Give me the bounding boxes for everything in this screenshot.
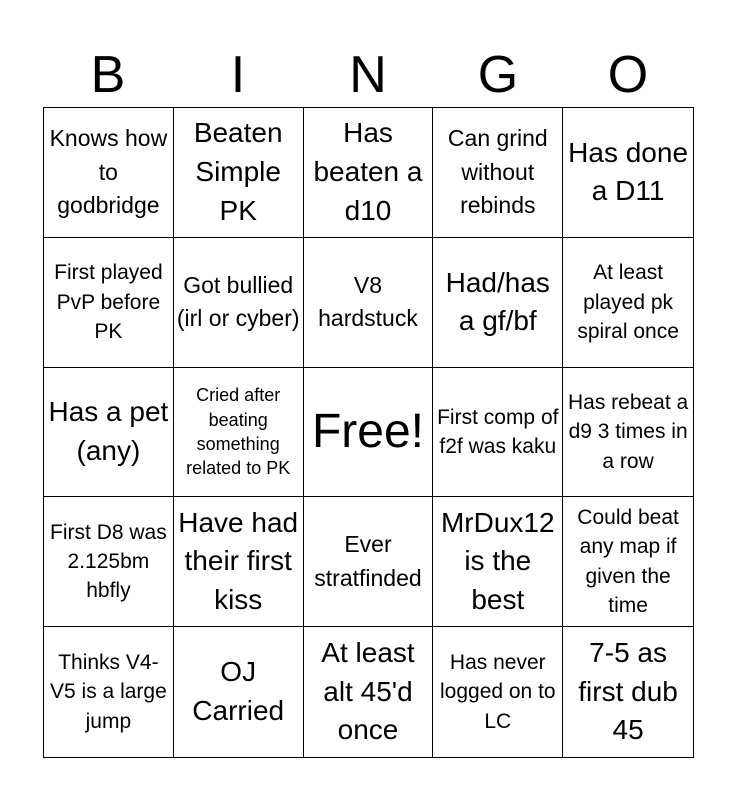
bingo-cell[interactable]: [304, 627, 434, 757]
cell-text: Has done a D11: [568, 136, 689, 207]
header-letter-o: O: [607, 46, 649, 104]
bingo-cell[interactable]: [174, 108, 304, 238]
bingo-cell[interactable]: [433, 108, 563, 238]
cell-text: Beaten Simple PK: [193, 117, 283, 226]
cell-text: Ever stratfinded: [314, 531, 422, 591]
free-space-cell[interactable]: [304, 368, 434, 498]
bingo-cell[interactable]: [433, 497, 563, 627]
cell-text: First played PvP before PK: [54, 261, 163, 343]
cell-text: Has rebeat a d9 3 times in a row: [567, 390, 689, 473]
cell-text: OJ Carried: [192, 656, 285, 727]
cell-text: First comp of f2f was kaku: [437, 405, 559, 458]
cell-text: Can grind without rebinds: [447, 125, 548, 219]
bingo-cell[interactable]: [174, 368, 304, 498]
bingo-cell[interactable]: [44, 238, 174, 368]
bingo-cell[interactable]: [44, 497, 174, 627]
cell-text: MrDux12 is the best: [440, 506, 555, 616]
bingo-cell[interactable]: [304, 497, 434, 627]
bingo-cell[interactable]: [174, 497, 304, 627]
header-letter-i: I: [230, 46, 246, 104]
bingo-cell[interactable]: [563, 108, 693, 238]
bingo-cell[interactable]: [433, 368, 563, 498]
cell-text: 7-5 as first dub 45: [578, 637, 678, 746]
cell-text: Has never logged on to LC: [439, 651, 556, 733]
header-letter-b: B: [90, 46, 126, 104]
bingo-cell[interactable]: [44, 368, 174, 498]
cell-text: Has a pet (any): [48, 396, 169, 466]
bingo-cell[interactable]: [563, 627, 693, 757]
bingo-cell[interactable]: [174, 238, 304, 368]
bingo-cell[interactable]: [563, 238, 693, 368]
cell-text: Cried after beating something related to PK: [186, 385, 291, 479]
cell-text: Thinks V4-V5 is a large jump: [50, 651, 167, 733]
cell-text: First D8 was 2.125bm hbfly: [50, 520, 167, 603]
cell-text: Got bullied (irl or cyber): [176, 271, 300, 332]
bingo-cell[interactable]: [563, 368, 693, 498]
cell-text: V8 hardstuck: [318, 271, 418, 332]
bingo-cell[interactable]: [44, 627, 174, 757]
cell-text: At least alt 45'd once: [321, 637, 415, 746]
bingo-cell[interactable]: [563, 497, 693, 627]
cell-text: Knows how to godbridge: [49, 125, 168, 219]
bingo-cell[interactable]: [304, 238, 434, 368]
cell-text: Have had their first kiss: [178, 506, 299, 616]
bingo-cell[interactable]: [174, 627, 304, 757]
bingo-board: [43, 107, 694, 758]
bingo-cell[interactable]: [44, 108, 174, 238]
header-letter-g: G: [477, 46, 519, 104]
cell-text: Could beat any map if given the time: [577, 506, 679, 618]
cell-text: At least played pk spiral once: [577, 261, 679, 343]
bingo-cell[interactable]: [433, 627, 563, 757]
cell-text: Had/has a gf/bf: [445, 266, 550, 337]
header-letter-n: N: [349, 46, 387, 104]
free-space-text: Free!: [311, 405, 424, 459]
bingo-cell[interactable]: [304, 108, 434, 238]
bingo-header: [43, 42, 693, 108]
cell-text: Has beaten a d10: [313, 117, 423, 226]
bingo-cell[interactable]: [433, 238, 563, 368]
